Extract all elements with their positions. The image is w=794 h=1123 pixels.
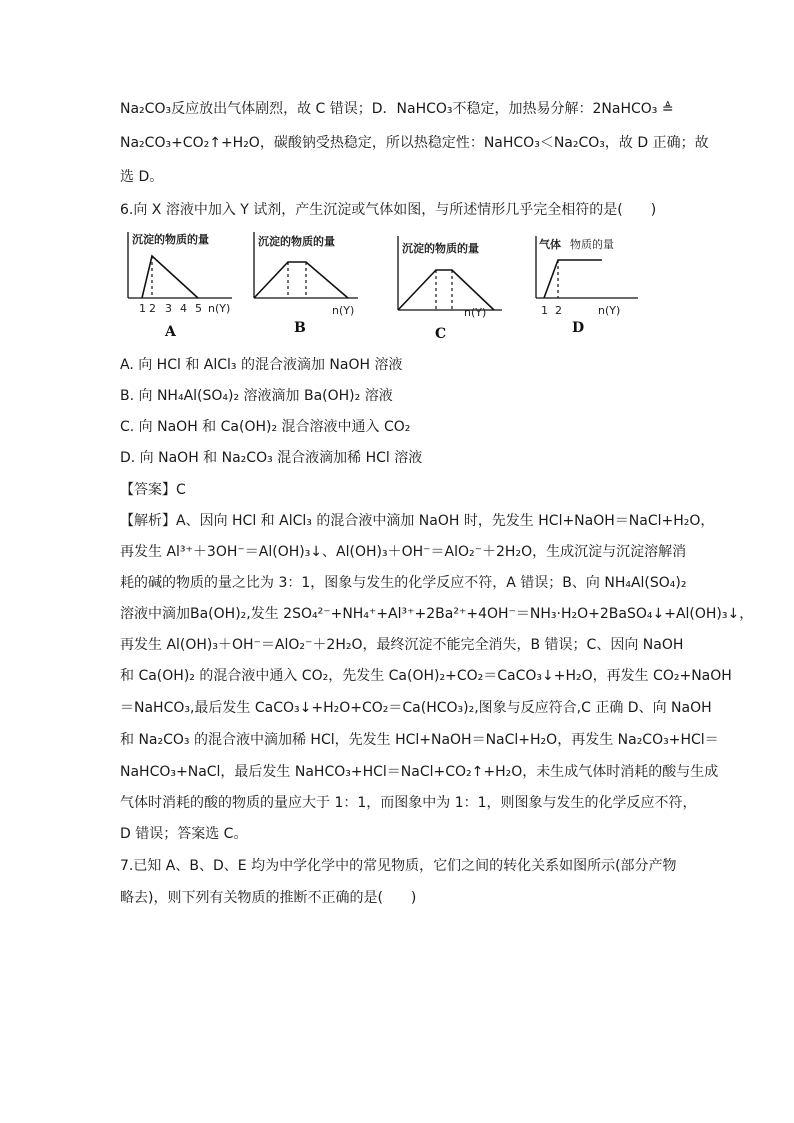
graph-b-curve: [254, 262, 348, 298]
graph-a-letter: A: [165, 324, 176, 340]
graph-a-title: 沉淀的物质的量: [132, 233, 209, 246]
explanation-line: 和 Na₂CO₃ 的混合液中滴加稀 HCl，先发生 HCl+NaOH＝NaCl+H₂O，再发生 Na₂CO₃+HCl＝: [120, 732, 719, 748]
graph-b-title: 沉淀的物质的量: [258, 235, 335, 248]
text-line: Na₂CO₃+CO₂↑+H₂O，碳酸钠受热稳定，所以热稳定性：NaHCO₃＜Na₂CO₃，故 D 正确；故: [120, 135, 709, 151]
graph-a: [120, 228, 240, 347]
graph-b-letter: B: [294, 320, 306, 336]
question-6: 6.向 X 溶液中加入 Y 试剂，产生沉淀或气体如图，与所述情形几乎完全相符的是( ): [120, 202, 657, 218]
graph-b-xlabel: n(Y): [332, 304, 355, 317]
graph-a-tick: 1: [139, 302, 146, 315]
graph-d-title-amount: 物质的量: [570, 238, 614, 251]
graph-d-letter: D: [572, 320, 585, 336]
explanation-line: 和 Ca(OH)₂ 的混合液中通入 CO₂，先发生 Ca(OH)₂+CO₂＝CaCO₃↓+H₂O，再发生 CO₂+NaOH: [120, 668, 732, 684]
option-d: D. 向 NaOH 和 Na₂CO₃ 混合液滴加稀 HCl 溶液: [120, 450, 423, 466]
explanation-line: 气体时消耗的酸的物质的量应大于 1：1，而图象中为 1：1，则图象与发生的化学反应不符，: [120, 795, 697, 811]
option-b: B. 向 NH₄Al(SO₄)₂ 溶液滴加 Ba(OH)₂ 溶液: [120, 388, 393, 404]
graph-c: [392, 232, 512, 351]
explanation-line: 溶液中滴加Ba(OH)₂,发生 2SO₄²⁻+NH₄⁺+Al³⁺+2Ba²⁺+4OH⁻＝NH₃·H₂O+2BaSO₄↓+Al(OH)₃↓，: [120, 606, 754, 622]
graph-c-title: 沉淀的物质的量: [402, 242, 479, 255]
graph-d: [530, 232, 645, 346]
graph-d-xlabel: n(Y): [598, 304, 621, 317]
graph-c-xlabel: n(Y): [464, 306, 487, 319]
explanation-line: 再发生 Al(OH)₃＋OH⁻＝AlO₂⁻＋2H₂O，最终沉淀不能完全消失，B 错误；C、因向 NaOH: [120, 637, 684, 653]
explanation-line: D 错误；答案选 C。: [120, 826, 248, 842]
explanation-line: ＝NaHCO₃,最后发生 CaCO₃↓+H₂O+CO₂＝Ca(HCO₃)₂,图象与反应符合,C 正确 D、向 NaOH: [120, 700, 712, 716]
graph-c-letter: C: [435, 326, 447, 342]
text-line: 选 D。: [120, 169, 164, 185]
text-line: Na₂CO₃反应放出气体剧烈，故 C 错误；D．NaHCO₃不稳定，加热易分解：2NaHCO₃ ≜: [120, 101, 674, 117]
explanation-line: NaHCO₃+NaCl，最后发生 NaHCO₃+HCl＝NaCl+CO₂↑+H₂O，未生成气体时消耗的酸与生成: [120, 764, 719, 780]
answer: 【答案】C: [120, 482, 186, 498]
graph-a-xlabel: n(Y): [208, 302, 231, 315]
graph-a-curve: [142, 256, 198, 298]
option-a: A. 向 HCl 和 AlCl₃ 的混合液滴加 NaOH 溶液: [120, 357, 403, 373]
question-7: 7.已知 A、B、D、E 均为中学化学中的常见物质，它们之间的转化关系如图所示(部分产物: [120, 858, 677, 874]
graph-d-tick: 1: [541, 304, 548, 317]
graph-a-tick: 2: [149, 302, 156, 315]
graph-b: [248, 228, 368, 347]
graph-a-tick: 3: [165, 302, 172, 315]
option-c: C. 向 NaOH 和 Ca(OH)₂ 混合溶液中通入 CO₂: [120, 419, 411, 435]
graph-c-curve: [398, 270, 494, 310]
question-7-cont: 略去)，则下列有关物质的推断不正确的是( ): [120, 890, 417, 906]
graph-d-curve: [544, 260, 602, 298]
explanation-line: 【解析】A、因向 HCl 和 AlCl₃ 的混合液中滴加 NaOH 时，先发生 HCl+NaOH＝NaCl+H₂O，: [120, 513, 715, 529]
explanation-line: 再发生 Al³⁺＋3OH⁻＝Al(OH)₃↓、Al(OH)₃＋OH⁻＝AlO₂⁻＋2H₂O，生成沉淀与沉淀溶解消: [120, 544, 687, 560]
explanation-line: 耗的碱的物质的量之比为 3：1，图象与发生的化学反应不符，A 错误；B、向 NH₄Al(SO₄)₂: [120, 575, 687, 591]
graph-d-title-gas: 气体: [539, 238, 561, 251]
graph-d-tick: 2: [555, 304, 562, 317]
graph-a-tick: 4: [180, 302, 187, 315]
graph-a-tick: 5: [195, 302, 202, 315]
